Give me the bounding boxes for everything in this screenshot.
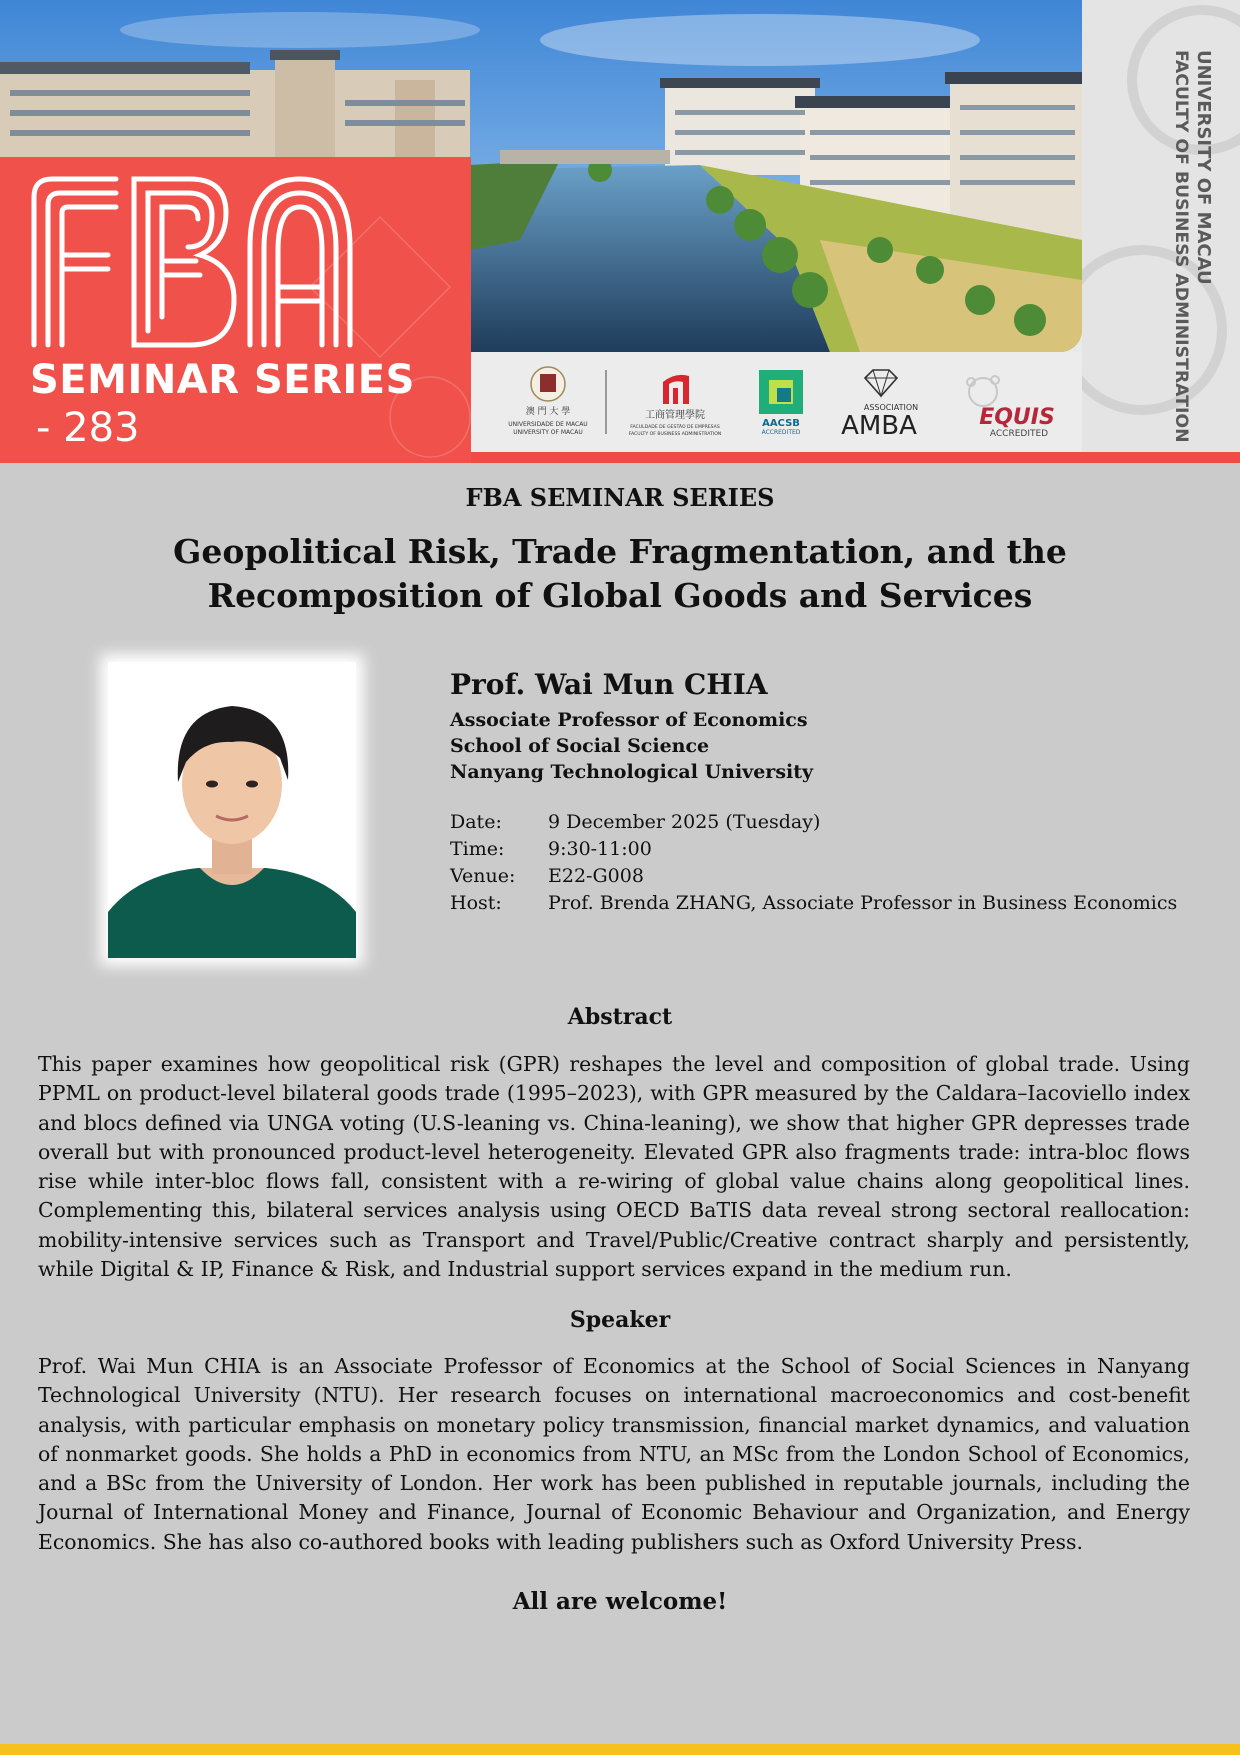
speaker-info xyxy=(450,668,1210,917)
detail-value: 9 December 2025 (Tuesday) xyxy=(548,811,821,833)
speaker-bio-text: Prof. Wai Mun CHIA is an Associate Professor of Economics at the School of Social Sciences in Nanyang Technological University (NTU). Her research focuses on international macroeconomics and cost-benefit analysis, with particular emphasis on monetary policy transmission, financial market dynamics, and valuation of nonmarket goods. She holds a PhD in economics from NTU, an MSc from the London School of Economics, and a BSc from the University of London. Her work has been published in reputable journals, including the Journal of International Money and Finance, Journal of Economic Behaviour and Organization, and Energy Economics. She has also co-authored books with leading publishers such as Oxford University Press. xyxy=(38,1354,1190,1554)
detail-label: Venue: xyxy=(450,865,516,887)
banner-red-strip xyxy=(471,452,1240,463)
svg-text:工商管理學院: 工商管理學院 xyxy=(645,410,705,421)
speaker-university: Nanyang Technological University xyxy=(450,761,814,783)
amba-icon xyxy=(831,352,931,452)
abstract-heading: Abstract xyxy=(567,1004,673,1030)
svg-text:澳 門 大 學: 澳 門 大 學 xyxy=(525,407,571,417)
header-banner xyxy=(0,0,1240,463)
svg-text:AACSB: AACSB xyxy=(762,418,800,429)
speaker-school: School of Social Science xyxy=(450,735,710,757)
aacsb-icon xyxy=(751,352,811,452)
seminar-series-label: SEMINAR SERIES xyxy=(30,357,415,403)
speaker-portrait xyxy=(108,662,356,958)
svg-text:ACCREDITED: ACCREDITED xyxy=(989,429,1049,439)
faculty-name-text: FACULTY OF BUSINESS ADMINISTRATION xyxy=(1171,50,1191,443)
university-of-macau-logo xyxy=(503,352,593,452)
detail-value: E22-G008 xyxy=(548,865,644,887)
speaker-name: Prof. Wai Mun CHIA xyxy=(450,668,768,701)
seminar-series-number: - 283 xyxy=(36,405,140,451)
seminar-series-heading: FBA SEMINAR SERIES xyxy=(465,483,775,512)
seminar-title-line-1: Geopolitical Risk, Trade Fragmentation, and the xyxy=(173,532,1067,571)
amba-logo xyxy=(831,352,931,452)
svg-text:FACULTY OF BUSINESS ADMINISTRA: FACULTY OF BUSINESS ADMINISTRATION xyxy=(628,432,722,437)
event-detail-venue xyxy=(450,863,1210,890)
equis-logo xyxy=(951,352,1071,452)
seminar-title-line-2: Recomposition of Global Goods and Services xyxy=(207,576,1033,615)
event-detail-date xyxy=(450,809,1210,836)
detail-value: Prof. Brenda ZHANG, Associate Professor in Business Economics xyxy=(548,892,1178,914)
detail-value: 9:30-11:00 xyxy=(548,838,652,860)
speaker-portrait-illustration xyxy=(108,662,356,958)
speaker-position: Associate Professor of Economics xyxy=(450,709,808,731)
detail-label: Host: xyxy=(450,892,502,914)
svg-text:UNIVERSITY OF MACAU: UNIVERSITY OF MACAU xyxy=(513,429,583,436)
event-details xyxy=(450,809,1210,917)
accreditation-logo-bar xyxy=(471,352,1082,452)
um-crest-icon xyxy=(503,352,593,452)
svg-text:AMBA: AMBA xyxy=(841,411,917,441)
speaker-bio-heading: Speaker xyxy=(569,1307,671,1333)
equis-icon xyxy=(951,352,1071,452)
detail-label: Date: xyxy=(450,811,502,833)
university-side-panel xyxy=(1082,0,1240,452)
logo-divider xyxy=(605,370,607,434)
event-detail-host xyxy=(450,890,1210,917)
welcome-message: All are welcome! xyxy=(512,1588,728,1615)
footer-yellow-bar xyxy=(0,1744,1240,1755)
fba-faculty-icon xyxy=(619,352,731,452)
svg-text:UNIVERSIDADE DE MACAU: UNIVERSIDADE DE MACAU xyxy=(508,421,588,428)
svg-text:EQUIS: EQUIS xyxy=(979,405,1055,430)
university-name-vertical xyxy=(1082,0,1240,452)
detail-label: Time: xyxy=(450,838,505,860)
aacsb-logo xyxy=(751,352,811,452)
seminar-title xyxy=(0,530,1240,618)
university-name-text: UNIVERSITY OF MACAU xyxy=(1193,50,1214,285)
abstract-text: This paper examines how geopolitical risk (GPR) reshapes the level and composition of global trade. Using PPML on product-level bilateral goods trade (1995–2023), with GPR measured by the Caldara–Iacoviello index and blocs defined via UNGA voting (U.S-leaning vs. China-leaning), we show that higher GPR depresses trade overall but with pronounced product-level heterogeneity. Elevated GPR also fragments trade: intra-bloc flows rise while inter-bloc flows fall, consistent with a re-wiring of global value chains along geopolitical lines. Complementing this, bilateral services analysis using OECD BaTIS data reveal strong sectoral reallocation: mobility-intensive services such as Transport and Travel/Public/Creative contract sharply and persistently, while Digital & IP, Finance & Risk, and Industrial support services expand in the medium run. xyxy=(38,1052,1190,1282)
fba-faculty-logo xyxy=(619,352,731,452)
svg-text:FACULDADE DE GESTÃO DE EMPRESA: FACULDADE DE GESTÃO DE EMPRESAS xyxy=(630,425,720,430)
seminar-series-logo-block xyxy=(0,157,471,463)
svg-text:ACCREDITED: ACCREDITED xyxy=(761,429,801,436)
svg-text:ASSOCIATION: ASSOCIATION xyxy=(863,403,919,412)
event-detail-time xyxy=(450,836,1210,863)
